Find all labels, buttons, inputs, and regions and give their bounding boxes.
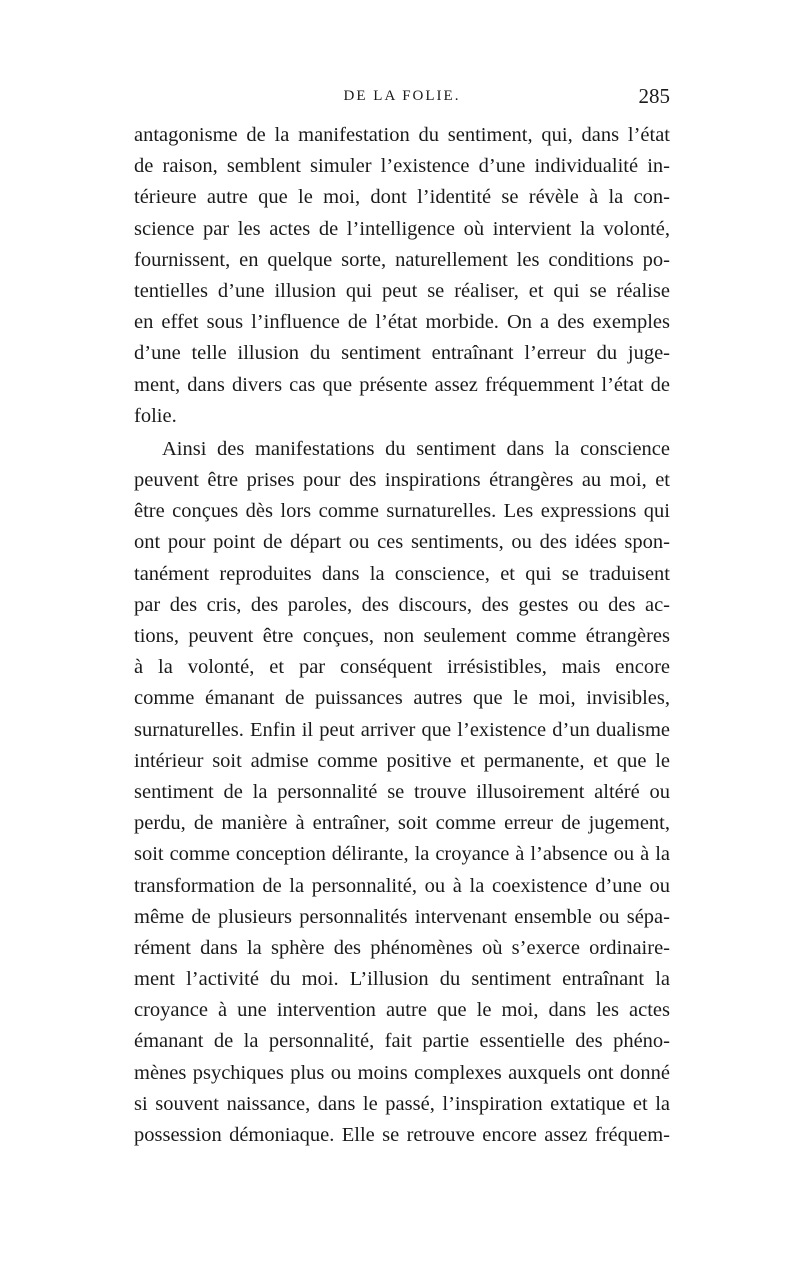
text-line: par des cris, des paroles, des discours, des gestes ou des ac- (134, 593, 670, 616)
text-line: être conçues dès lors comme surnaturelles. Les expressions qui (134, 500, 670, 523)
text-line: surnaturelles. Enfin il peut arriver que l’existence d’un dualisme (134, 718, 670, 741)
text-line: de raison, semblent simuler l’existence d’une individualité in- (134, 155, 670, 178)
text-line: sentiment de la personnalité se trouve illusoirement altéré ou (134, 780, 670, 803)
text-line: fournissent, en quelque sorte, naturellement les conditions po- (134, 248, 670, 271)
text-line: même de plusieurs personnalités intervenant ensemble ou sépa- (134, 905, 670, 928)
text-line: à la volonté, et par conséquent irrésistibles, mais encore (134, 656, 670, 679)
text-line: ment l’activité du moi. L’illusion du sentiment entraînant la (134, 968, 670, 991)
page-header (134, 84, 670, 118)
text-line: peuvent être prises pour des inspirations étrangères au moi, et (134, 469, 670, 492)
text-line: tentielles d’une illusion qui peut se réaliser, et qui se réalise (134, 279, 670, 302)
text-line: comme émanant de puissances autres que le moi, invisibles, (134, 687, 670, 710)
text-line: intérieur soit admise comme positive et permanente, et que le (134, 749, 670, 772)
body-text (134, 120, 670, 1151)
paragraph-first-line: Ainsi des manifestations du sentiment dans la conscience (162, 437, 670, 460)
text-line: croyance à une intervention autre que le moi, dans les actes (134, 999, 670, 1022)
running-title: DE LA FOLIE. (343, 88, 461, 104)
text-line: en effet sous l’influence de l’état morbide. On a des exemples (134, 311, 670, 334)
text-line: science par les actes de l’intelligence où intervient la volonté, (134, 217, 670, 240)
page-number: 285 (638, 84, 670, 108)
text-line: d’une telle illusion du sentiment entraînant l’erreur du juge- (134, 342, 670, 365)
text-line: émanant de la personnalité, fait partie essentielle des phéno- (134, 1030, 670, 1053)
text-line: soit comme conception délirante, la croyance à l’absence ou à la (134, 843, 670, 866)
text-line: possession démoniaque. Elle se retrouve encore assez fréquem- (134, 1124, 670, 1146)
text-line: rément dans la sphère des phénomènes où s’exerce ordinaire- (134, 936, 670, 959)
text-line: si souvent naissance, dans le passé, l’inspiration extatique et la (134, 1092, 670, 1115)
text-line: ont pour point de départ ou ces sentiments, ou des idées spon- (134, 531, 670, 554)
text-line: mènes psychiques plus ou moins complexes auxquels ont donné (134, 1061, 670, 1084)
text-line: perdu, de manière à entraîner, soit comme erreur de jugement, (134, 812, 670, 835)
text-line: transformation de la personnalité, ou à la coexistence d’une ou (134, 874, 670, 897)
text-line: folie. (134, 404, 177, 427)
text-line: tanément reproduites dans la conscience, et qui se traduisent (134, 562, 670, 585)
text-line: térieure autre que le moi, dont l’identité se révèle à la con- (134, 186, 670, 209)
text-line: ment, dans divers cas que présente assez fréquemment l’état de (134, 373, 670, 396)
text-line: antagonisme de la manifestation du sentiment, qui, dans l’état (134, 124, 670, 146)
text-line: tions, peuvent être conçues, non seulement comme étrangères (134, 625, 670, 647)
